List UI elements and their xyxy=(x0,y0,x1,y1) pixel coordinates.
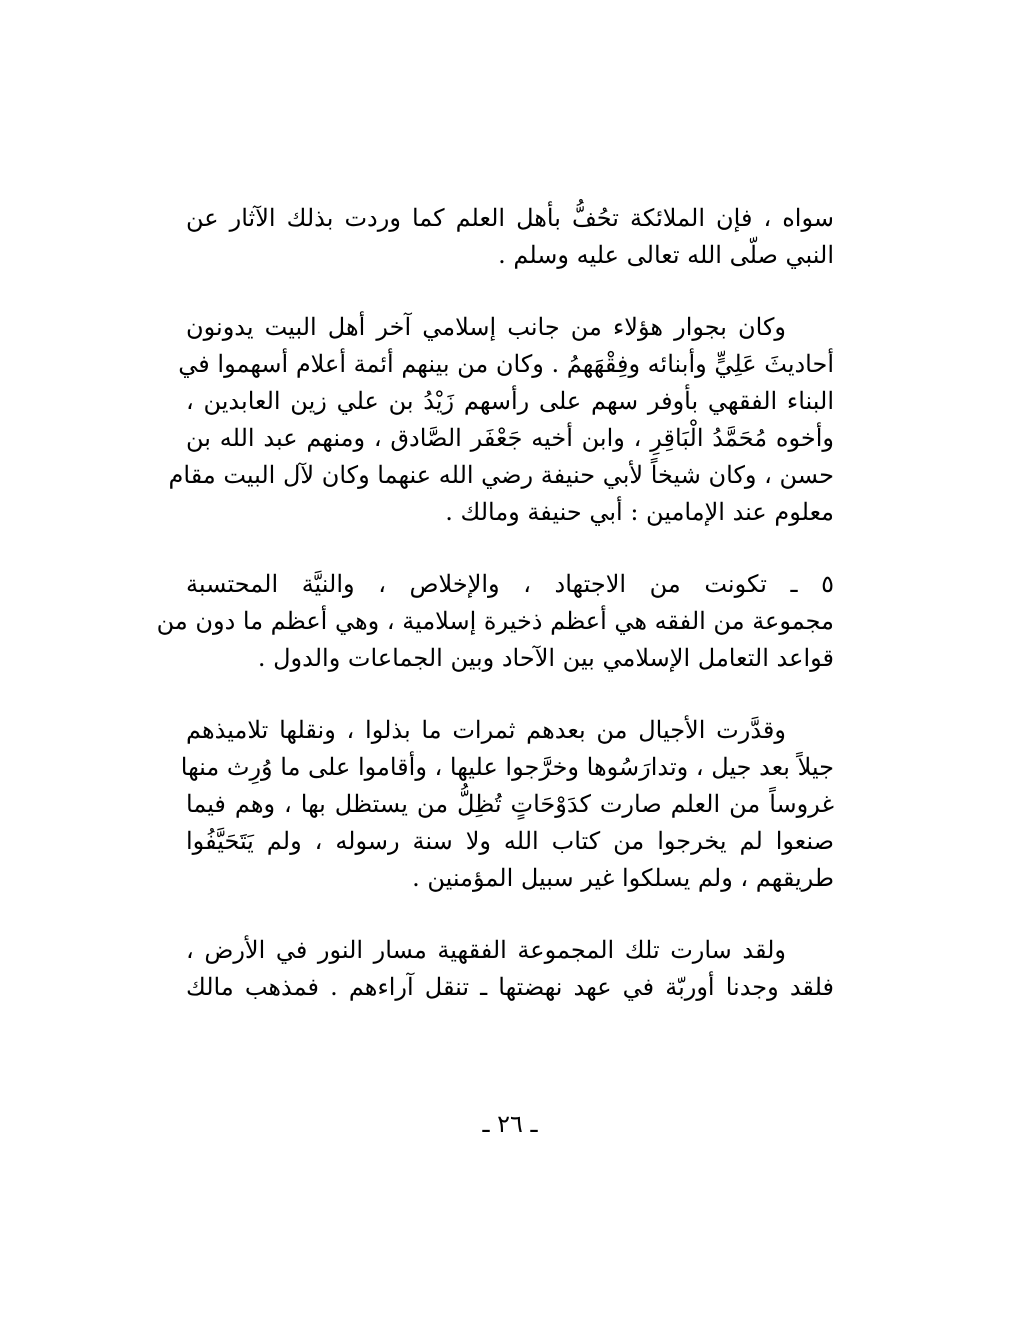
paragraph-4 xyxy=(180,712,834,897)
text-line: قواعد التعامل الإسلامي بين الآحاد وبين الجماعات والدول . xyxy=(257,644,834,672)
text-line: البناء الفقهي بأوفر سهم على رأسهم زَيْدُ بن علي زين العابدين ، xyxy=(186,387,834,415)
text-line: حسن ، وكان شيخاً لأبي حنيفة رضي الله عنهما وكان لآل البيت مقام xyxy=(168,461,834,489)
text-line: وكان بجوار هؤلاء من جانب إسلامي آخر أهل البيت يدونون xyxy=(186,313,786,341)
text-line: وقدَّرت الأجيال من بعدهم ثمرات ما بذلوا ، ونقلها تلاميذهم xyxy=(186,716,786,744)
text-line: فلقد وجدنا أوربّة في عهد نهضتها ـ تنقل آراءهم . فمذهب مالك xyxy=(186,973,834,1001)
paragraph-1 xyxy=(186,200,834,274)
text-line: أحاديثَ عَلِيٍّ وأبنائه وفِقْهَهمُ . وكان من بينهم أئمة أعلام أسهموا في xyxy=(178,350,834,378)
text-line: ولقد سارت تلك المجموعة الفقهية مسار النور في الأرض ، xyxy=(186,936,786,964)
text-line: طريقهم ، ولم يسلكوا غير سبيل المؤمنين . xyxy=(412,864,834,892)
text-line: صنعوا لم يخرجوا من كتاب الله ولا سنة رسوله ، ولم يَتَحَيَّفُوا xyxy=(186,827,834,855)
paragraph-2 xyxy=(168,309,834,531)
text-line: مجموعة من الفقه هي أعظم ذخيرة إسلامية ، وهي أعظم ما دون من xyxy=(156,607,834,635)
text-line: غروساً من العلم صارت كدَوْحَاتٍ تُظِلُّ من يستظل بها ، وهم فيما xyxy=(186,790,834,818)
text-line: معلوم عند الإمامين : أبي حنيفة ومالك . xyxy=(445,498,834,526)
page-body xyxy=(156,200,834,1006)
text-line: سواه ، فإن الملائكة تحُفُّ بأهل العلم كما وردت بذلك الآثار عن xyxy=(186,204,834,232)
page-number: ـ ٢٦ ـ xyxy=(482,1110,538,1138)
text-line: وأخوه مُحَمَّدُ الْبَاقِرِ ، وابن أخيه جَعْفَر الصَّادق ، ومنهم عبد الله بن xyxy=(186,424,834,452)
paragraph-3 xyxy=(156,566,834,677)
text-line: ٥ ـ تكونت من الاجتهاد ، والإخلاص ، والنيَّة المحتسبة xyxy=(186,570,834,598)
paragraph-5 xyxy=(186,932,834,1006)
text-line: جيلاً بعد جيل ، وتدارَسُوها وخرَّجوا عليها ، وأقاموا على ما وُرِث منها xyxy=(180,753,834,781)
text-line: النبي صلّى الله تعالى عليه وسلم . xyxy=(498,241,834,269)
